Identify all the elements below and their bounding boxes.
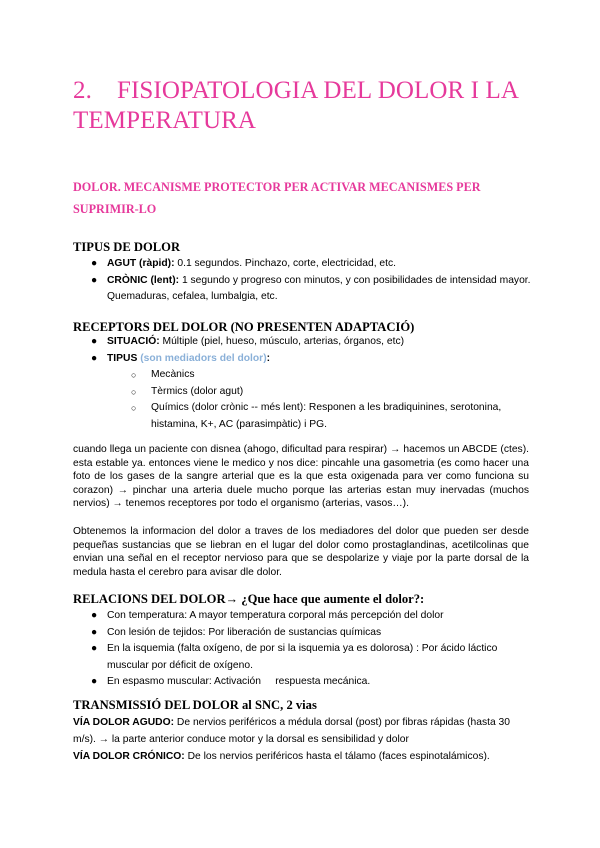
via-agudo: VÍA DOLOR AGUDO: De nervios periféricos a médula dorsal (post) por fibras rápidas (hasta 30 m/s). → la parte anterior conduce motor y la dorsal es sensibilidad y dolor	[73, 717, 511, 745]
list-item: ● TIPUS (son mediadors del dolor): ○ Mecànics ○ Tèrmics (dolor agut) ○ Químics (dolor crònic -- més lent): Responen a les bradiquinines, serotonina, histamina, K+, AC (parasimpàtic) i PG.	[91, 351, 531, 434]
paragraph-gasometria: cuando llega un paciente con disnea (ahogo, dificultad para respirar) → hacemos un ABCDE (ctes). esta estable ya. entonces viene le medico y nos dice: pincahle una gasometria (es como hacer una foto de los gases de la sangre arterial que es la que esta oxigenada para ver como funciona su corazon) → pinchar una arteria duele mucho porque las arterias estan muy inervadas (muchos nervios) → tenemos receptores por todo el organismo (arterias, vasos…).	[73, 444, 529, 510]
bullet-icon: ●	[91, 352, 98, 364]
list-item: ● En espasmo muscular: Activación respuesta mecánica.	[91, 674, 531, 691]
list-item: ● AGUT (ràpid): 0.1 segundos. Pinchazo, corte, electricidad, etc.	[91, 256, 531, 273]
title-number: 2.	[73, 77, 92, 104]
bullet-icon: ●	[91, 258, 98, 269]
relacions-list	[91, 608, 531, 691]
list-item: ● Con temperatura: A mayor temperatura corporal más percepción del dolor	[91, 608, 531, 625]
receptor-subtypes	[131, 367, 531, 433]
circle-bullet-icon: ○	[131, 386, 137, 397]
relacions-heading: RELACIONS DEL DOLOR→ ¿Que hace que aumente el dolor?:	[73, 592, 425, 606]
list-item: ● CRÒNIC (lent): 1 segundo y progreso con minutos, y con posibilidades de intensidad mayor. Quemaduras, cefalea, lumbalgia, etc.	[91, 274, 531, 302]
tipus-heading: TIPUS DE DOLOR	[73, 240, 181, 254]
page-title	[73, 76, 573, 136]
circle-bullet-icon: ○	[131, 370, 137, 380]
title-text: FISIOPATOLOGIA DEL DOLOR I LA TEMPERATURA	[73, 77, 518, 134]
subtitle-line-1: DOLOR. MECANISME PROTECTOR PER ACTIVAR MECANISMES PER	[73, 180, 481, 194]
transmissio-heading: TRANSMISSIÓ DEL DOLOR al SNC, 2 vias	[73, 698, 317, 712]
tipus-note: (son mediadors del dolor)	[137, 352, 267, 364]
subtitle-line-2: SUPRIMIR-LO	[73, 202, 157, 216]
list-item: ● En la isquemia (falta oxígeno, de por si la isquemia ya es dolorosa) : Por ácido láctico muscular por déficit de oxígeno.	[91, 643, 498, 671]
receptors-list	[91, 334, 531, 433]
receptors-heading: RECEPTORS DEL DOLOR (NO PRESENTEN ADAPTACIÓ)	[73, 320, 415, 334]
bullet-icon: ●	[91, 274, 98, 286]
circle-bullet-icon: ○	[131, 403, 137, 413]
list-item: ○ Tèrmics (dolor agut)	[131, 384, 531, 401]
list-item: ● SITUACIÓ: Múltiple (piel, hueso, músculo, arterias, órganos, etc)	[91, 334, 531, 351]
via-cronico: VÍA DOLOR CRÓNICO: De los nervios periféricos hasta el tálamo (faces espinotalámicos).	[73, 751, 490, 762]
bullet-icon: ●	[91, 336, 98, 347]
list-item: ● Con lesión de tejidos: Por liberación de sustancias químicas	[91, 625, 531, 642]
bullet-icon: ●	[91, 643, 98, 654]
bullet-icon: ●	[91, 626, 98, 638]
section-subtitle	[73, 176, 493, 220]
paragraph-mediadores: Obtenemos la informacion del dolor a traves de los mediadores del dolor que pueden ser desde pequeñas sustancias que se liebran en el lugar del dolor como prostaglandinas, acetilcolinas que envian una señal en el receptor nervioso para que se despolarize y viaje por la parte dorsal de la medula hasta el cerebro para avisar dle dolor.	[73, 526, 529, 578]
list-item: ○ Mecànics	[131, 367, 531, 384]
list-item: ○ Químics (dolor crònic -- més lent): Responen a les bradiquinines, serotonina, histamina, K+, AC (parasimpàtic) i PG.	[131, 402, 502, 430]
bullet-icon: ●	[91, 676, 98, 687]
tipus-list	[91, 256, 531, 306]
bullet-icon: ●	[91, 610, 98, 621]
